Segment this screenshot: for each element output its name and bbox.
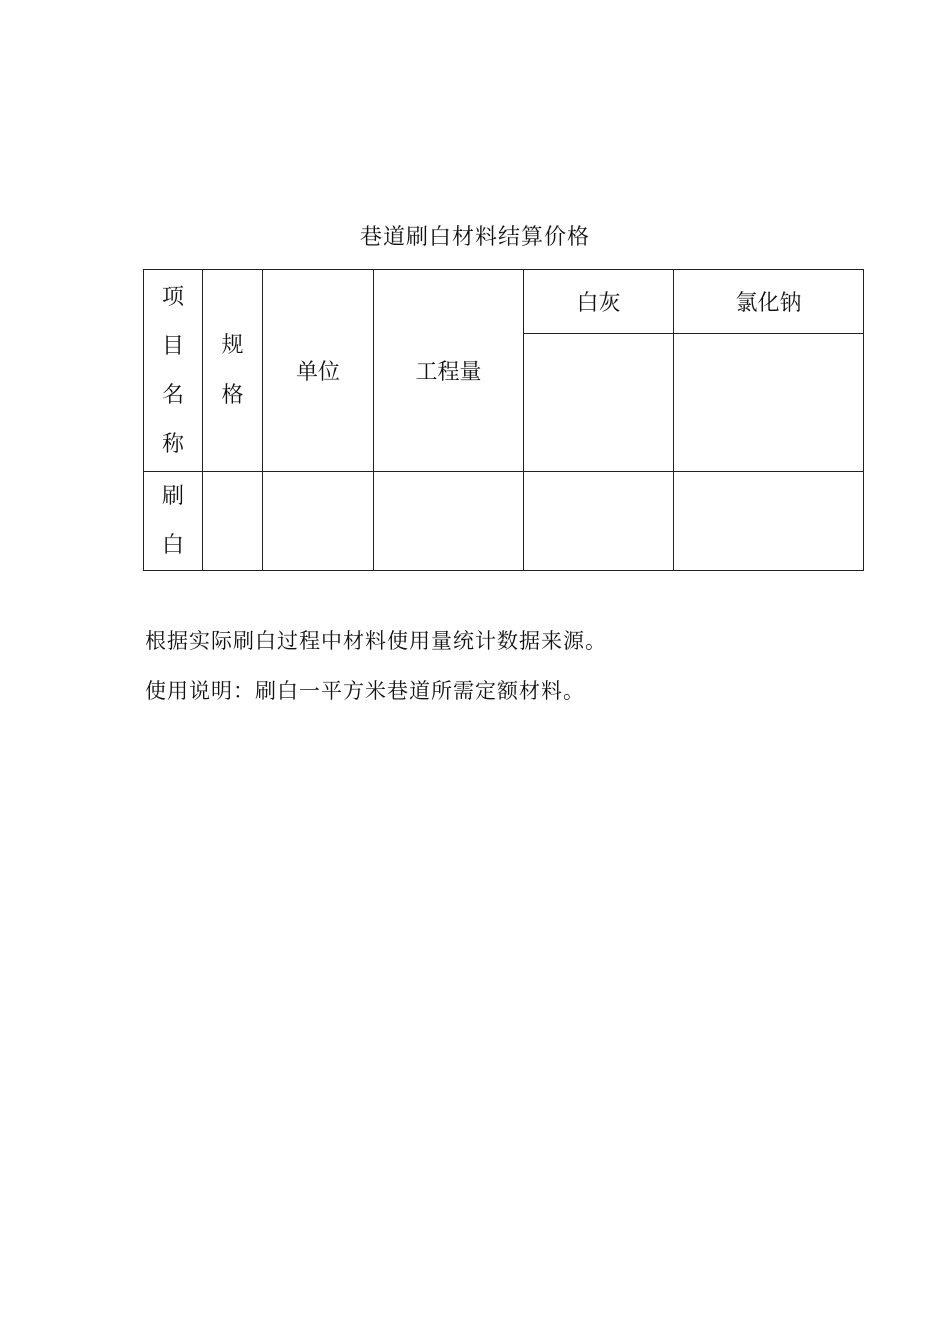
header-material-2-cell (674, 270, 864, 334)
row-material-2-cell (674, 472, 864, 571)
header-spec-cell (203, 270, 263, 472)
header-unit: 单位 (295, 360, 340, 385)
table-row (144, 472, 864, 571)
header-quantity: 工程量 (415, 360, 482, 385)
row-quantity-cell (374, 472, 524, 571)
header-material-2: 氯化钠 (735, 291, 802, 316)
row-material-1-cell (524, 472, 674, 571)
table-header-row (144, 270, 864, 334)
material-2-price-cell (674, 334, 864, 472)
row-spec-cell (203, 472, 263, 571)
note-data-source: 根据实际刷白过程中材料使用量统计数据来源。 (145, 629, 607, 653)
note-usage: 使用说明：刷白一平方米巷道所需定额材料。 (145, 679, 585, 703)
document-title: 巷道刷白材料结算价格 (359, 225, 590, 250)
header-material-1-cell (524, 270, 674, 334)
header-unit-cell (263, 270, 374, 472)
header-material-1: 白灰 (576, 291, 621, 316)
header-quantity-cell (374, 270, 524, 472)
header-item-name: 项目名称 (161, 284, 184, 457)
material-1-price-cell (524, 334, 674, 472)
row-item-name-cell (144, 472, 203, 571)
row-unit-cell (263, 472, 374, 571)
header-spec: 规格 (221, 332, 244, 408)
header-item-name-cell (144, 270, 203, 472)
row-item-name: 刷白 (161, 484, 184, 558)
price-table (143, 269, 864, 571)
